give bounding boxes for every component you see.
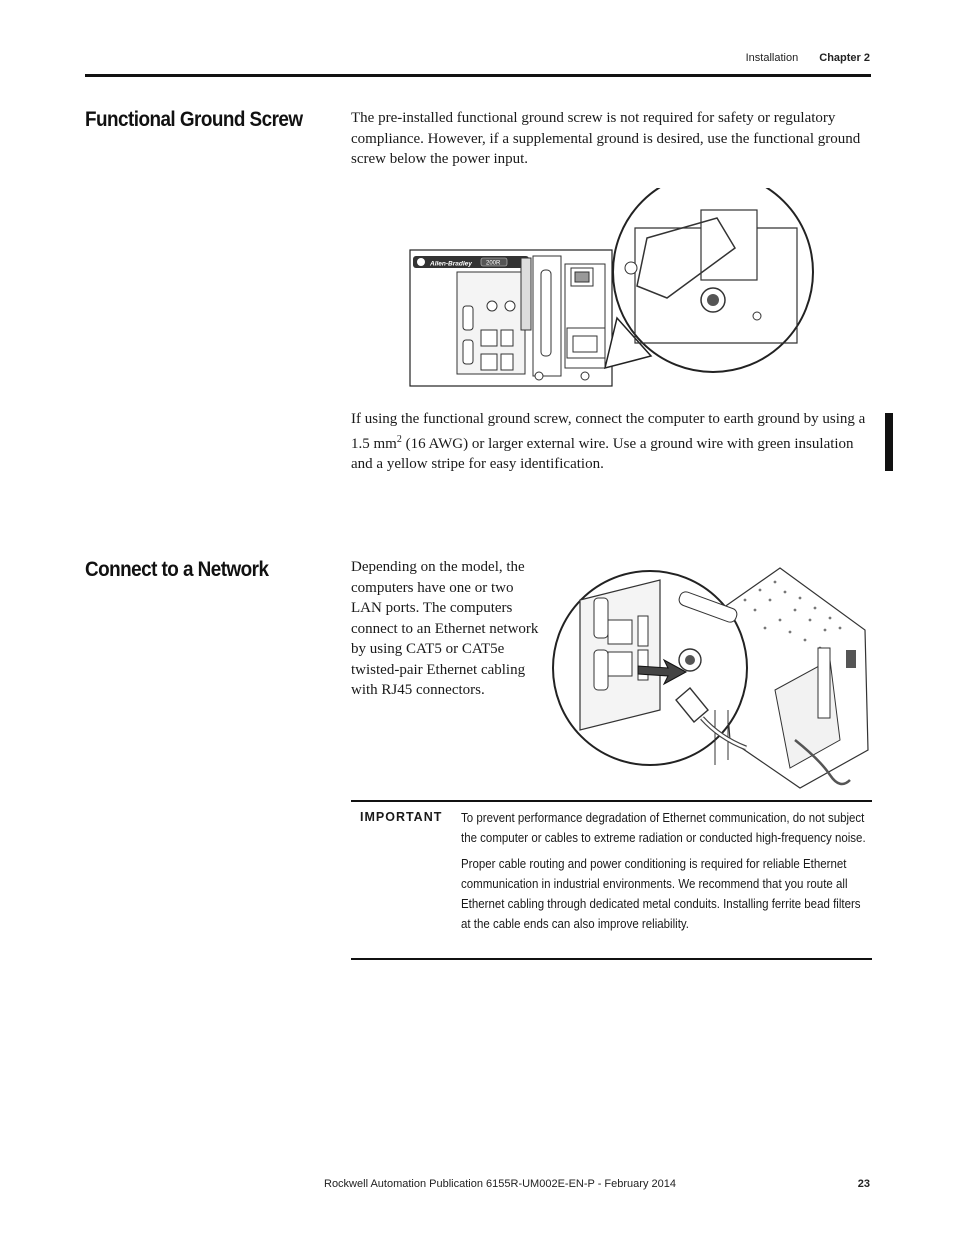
- figure-model-text: 200R: [486, 260, 501, 267]
- header-chapter: Chapter 2: [819, 52, 870, 64]
- important-text: [461, 808, 866, 940]
- chapter-thumb-tab: [885, 413, 893, 471]
- section-title-ground-screw: Functional Ground Screw: [85, 108, 303, 131]
- footer-publication: Rockwell Automation Publication 6155R-UM002E-EN-P - February 2014: [324, 1178, 676, 1190]
- section-title-network: Connect to a Network: [85, 558, 269, 581]
- ab-logo-icon: [417, 258, 425, 266]
- network-paragraph: Depending on the model, the computers have one or two LAN ports. The computers connect to an Ethernet network by using CAT5 or CAT5e twisted-pair Ethernet cabling with RJ45 connectors.: [351, 559, 539, 698]
- figure-brand-text: Allen-Bradley: [430, 260, 472, 268]
- header-section: Installation: [745, 52, 799, 64]
- ground-screw-small: [581, 372, 589, 380]
- network-figure: [550, 560, 875, 792]
- header-rule: [85, 74, 871, 77]
- important-paragraph-2: Proper cable routing and power conditioning is required for reliable Ethernet communication in industrial environments. We recommend that you route all Ethernet cabling through dedicated metal conduits. Installing ferrite bead filters at the cable ends can also improve reliability.: [461, 856, 861, 932]
- important-notice: [351, 800, 872, 960]
- ground-wire-paragraph: If using the functional ground screw, connect the computer to earth ground by using a 1.5 $mm^2$ (16 AWG) or larger external wire. Use a ground wire with green insulation and a yellow stripe for easy identification.: [351, 411, 866, 472]
- page-number: 23: [857, 1178, 870, 1190]
- lan-port-2: [608, 652, 632, 676]
- running-header: [746, 52, 870, 64]
- important-label: IMPORTANT: [360, 810, 443, 824]
- important-paragraph-1: To prevent performance degradation of Ethernet communication, do not subject the computer or cables to extreme radiation or conducted high-frequency noise.: [461, 811, 866, 846]
- lan-port-1: [608, 620, 632, 644]
- ground-screw-figure: [405, 188, 815, 398]
- ground-intro-paragraph: The pre-installed functional ground screw is not required for safety or regulatory compliance. However, if a supplemental ground is desired, use the functional ground screw below the power input.: [351, 110, 861, 167]
